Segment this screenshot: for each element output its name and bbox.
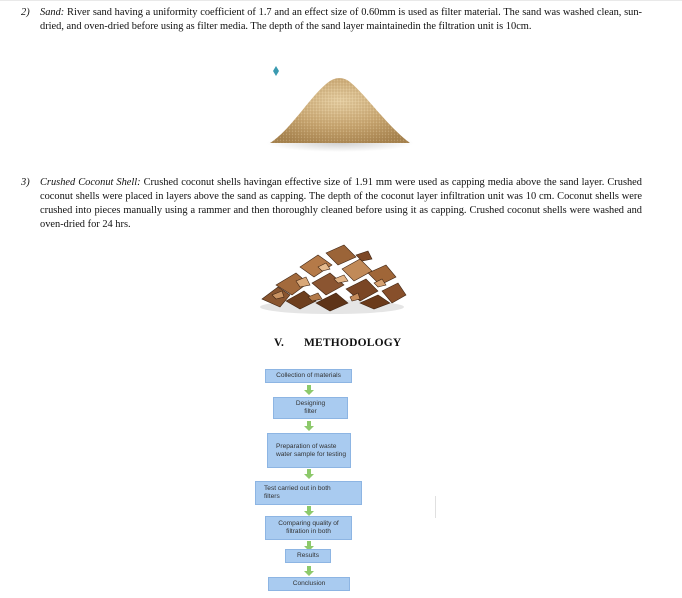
page-top-rule bbox=[0, 0, 682, 1]
section-number: 3) bbox=[21, 177, 30, 188]
section-lead: Crushed Coconut Shell: bbox=[40, 177, 141, 188]
flow-arrow-icon bbox=[303, 566, 315, 576]
flow-step-collection: Collection of materials bbox=[265, 369, 352, 383]
flow-step-designing: Designing filter bbox=[273, 397, 348, 419]
heading-numeral: V. bbox=[274, 337, 285, 349]
crushed-coconut-shell-image bbox=[256, 237, 408, 315]
flow-arrow-icon bbox=[303, 469, 315, 479]
flow-arrow-icon bbox=[303, 506, 315, 516]
section-coconut-shell bbox=[21, 176, 642, 232]
heading-title: METHODOLOGY bbox=[304, 337, 402, 349]
section-text: River sand having a uniformity coefficient of 1.7 and an effect size of 0.60mm is used as filter material. The sand was washed clean, sun-dried, and oven-dried before using as filter media. The depth of the sand layer maintainedin the filtration unit is 10cm. bbox=[40, 7, 643, 32]
sand-pile-image bbox=[266, 63, 414, 153]
flow-step-preparation: Preparation of waste water sample for testing bbox=[267, 433, 351, 468]
section-number: 2) bbox=[21, 7, 30, 18]
section-heading bbox=[274, 337, 434, 349]
margin-mark bbox=[435, 496, 436, 518]
section-lead: Sand: bbox=[40, 7, 65, 18]
flow-step-testing: Test carried out in both filters bbox=[255, 481, 362, 505]
section-sand bbox=[21, 6, 643, 34]
flow-step-results: Results bbox=[285, 549, 331, 563]
flow-arrow-icon bbox=[303, 385, 315, 395]
flow-step-conclusion: Conclusion bbox=[268, 577, 350, 591]
flow-step-comparing: Comparing quality of filtration in both bbox=[265, 516, 352, 540]
section-text: Crushed coconut shells havingan effective size of 1.91 mm were used as capping media above the sand layer. Crushed coconut shells were placed in layers above the sand as capping. The depth of the coconut layer infiltration unit was 10 cm. Coconut shells were crushed into pieces manually using a rammer and then thoroughly cleaned before using it as capping. Crushed coconut shells were washed and oven-dried for 24 hrs. bbox=[40, 177, 642, 230]
cursor-marker-icon bbox=[273, 66, 279, 76]
flow-arrow-icon bbox=[303, 421, 315, 431]
